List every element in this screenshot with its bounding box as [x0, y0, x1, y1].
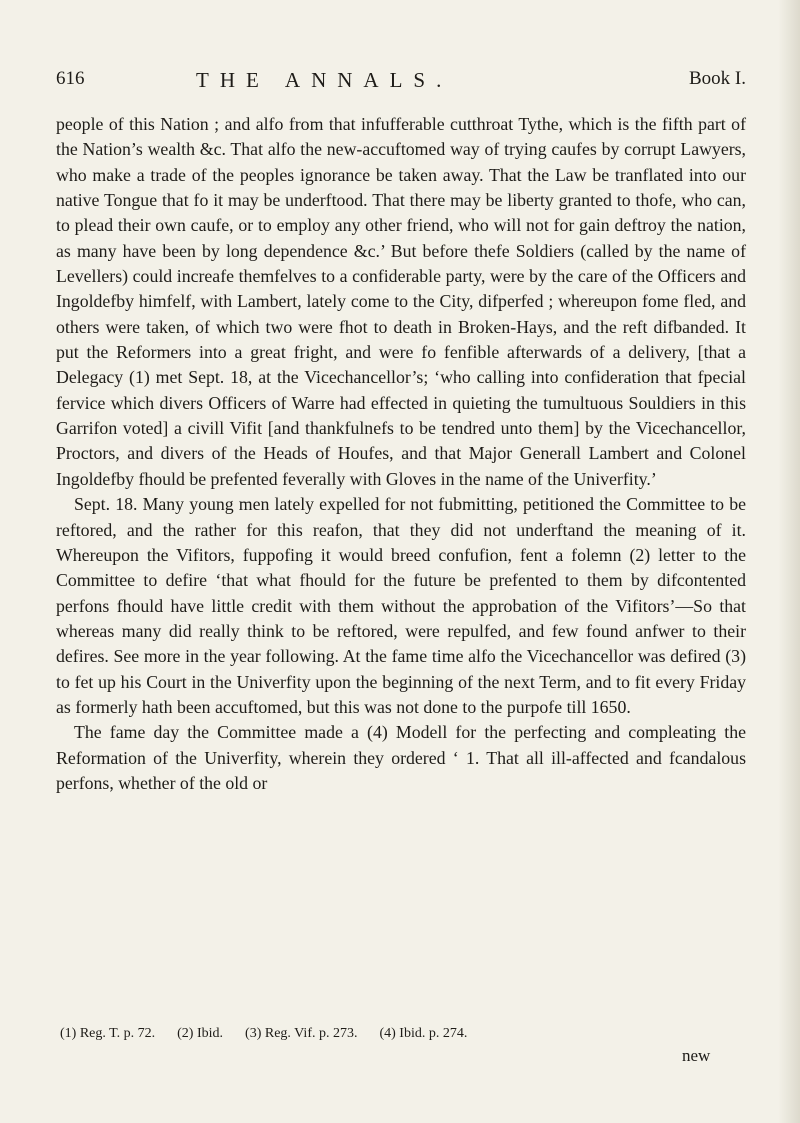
footnote: (1) Reg. T. p. 72.	[60, 1026, 156, 1041]
footnote: (2) Ibid.	[177, 1026, 224, 1041]
catchword: new	[682, 1046, 711, 1065]
footnotes	[60, 1026, 750, 1042]
page-edge-shadow	[778, 0, 800, 1123]
page-header	[56, 68, 746, 94]
paragraph: people of this Nation ; and alfo from that infufferable cutthroat Tythe, which is the fifth part of the Nation’s wealth &c. That alfo the new-accuftomed way of trying caufes by corrupt Lawyers, who make a trade of the peoples ignorance be taken away. That the Law be tranflated into our native Tongue that fo it may be underftood. That there may be liberty granted to thofe, who can, to plead their own caufe, or to employ any other friend, who will not for gain deftroy the nation, as many have been by long dependence &c.’ But before thefe Soldiers (called by the name of Levellers) could increafe themfelves to a confiderable party, were by the care of the Officers and Ingoldefby himfelf, with Lambert, lately come to the City, difperfed ; whereupon fome fled, and others were taken, of which two were fhot to death in Broken-Hays, and the reft difbanded. It put the Reformers into a great fright, and were fo fenfible afterwards of a delivery, [that a Delegacy (1) met Sept. 18, at the Vicechancellor’s; ‘who calling into confideration that fpecial fervice which divers Officers of Warre had effected in quieting the tumultuous Souldiers in this Garrifon voted] a civill Vifit [and thankfulnefs to be tendred unto them] by the Vicechancellor, Proctors, and divers of the Heads of Houfes, and that Major Generall Lambert and Colonel Ingoldefby fhould be prefented feverally with Gloves in the name of the Univerfity.’	[56, 114, 746, 489]
book-label: Book I.	[689, 68, 746, 89]
paragraph: Sept. 18. Many young men lately expelled for not fubmitting, petitioned the Committee to be reftored, and the rather for this reafon, that they did not underftand the meaning of it. Whereupon the Vifitors, fuppofing it would breed confufion, fent a folemn (2) letter to the Committee to defire ‘that what fhould for the future be prefented to them by difcontented perfons fhould have little credit with them without the approbation of the Vifitors’—So that whereas many did really think to be reftored, were repulfed, and few found anfwer to their defires. See more in the year following. At the fame time alfo the Vicechancellor was defired (3) to fet up his Court in the Univerfity upon the beginning of the next Term, and to fit every Friday as formerly hath been accuftomed, but this was not done to the purpofe till 1650.	[56, 494, 746, 717]
footnote: (4) Ibid. p. 274.	[379, 1026, 468, 1041]
running-title: THE ANNALS.	[196, 68, 453, 92]
body-text	[56, 112, 746, 796]
footnote: (3) Reg. Vif. p. 273.	[245, 1026, 358, 1041]
page-number: 616	[56, 68, 85, 89]
paragraph: The fame day the Committee made a (4) Modell for the perfecting and compleating the Reformation of the Univerfity, wherein they ordered ‘ 1. That all ill-affected and fcandalous perfons, whether of the old or	[56, 722, 746, 793]
